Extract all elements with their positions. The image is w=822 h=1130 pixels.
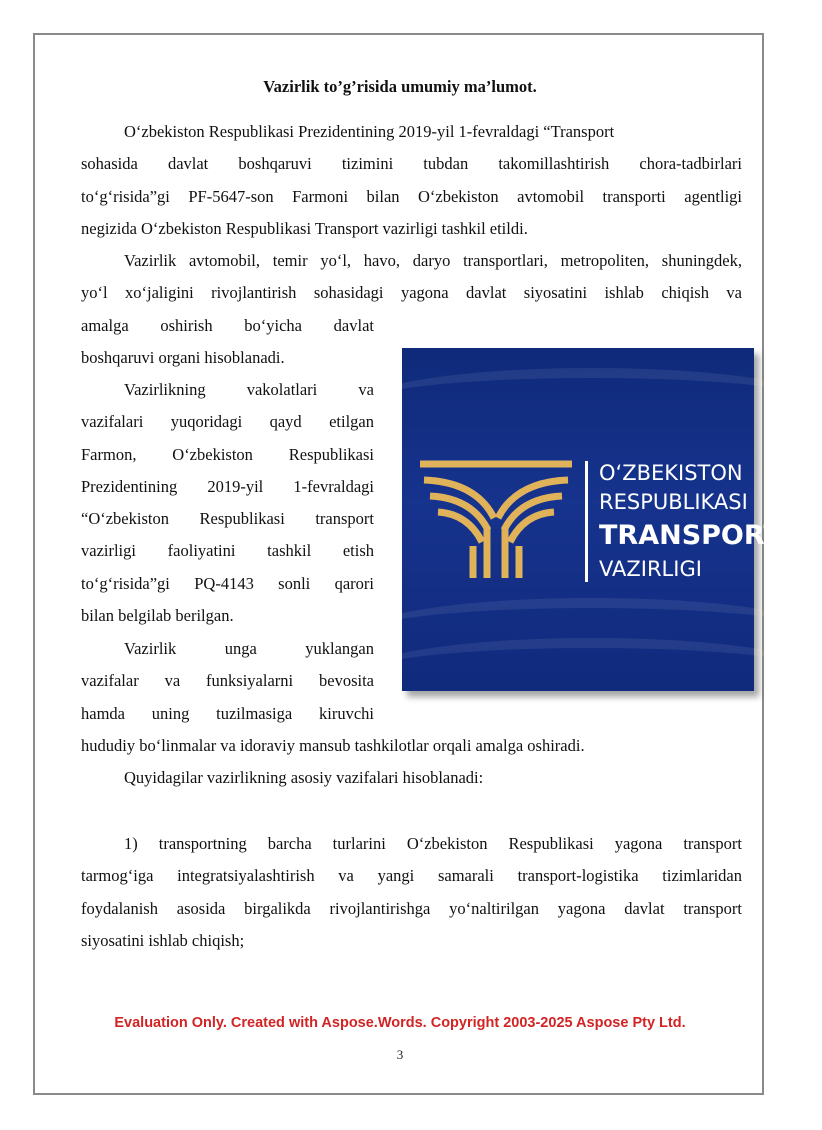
- paragraph-3-line: Vazirlikning vakolatlari va: [124, 380, 374, 399]
- paragraph-3-line: vazirligi faoliyatini tashkil etish: [81, 541, 374, 561]
- ministry-logo-image: [402, 348, 782, 691]
- paragraph-1: [81, 116, 742, 245]
- logo-divider: [585, 461, 588, 582]
- background-wave: [362, 368, 822, 438]
- paragraph-6: [81, 828, 742, 957]
- page-number: 3: [396, 1047, 404, 1062]
- paragraph-5: [81, 762, 742, 794]
- paragraph-1-line: negizida O‘zbekiston Respublikasi Transport vazirligi tashkil etildi.: [81, 218, 528, 238]
- paragraph-6-line: tarmog‘iga integratsiyalashtirish va yangi samarali transport-logistika tizimlaridan: [81, 866, 742, 886]
- paragraph-1-line: O‘zbekiston Respublikasi Prezidentining 2019-yil 1-fevraldagi “Transport: [124, 122, 615, 141]
- paragraph-4-line: hamda uning tuzilmasiga kiruvchi: [81, 703, 374, 723]
- paragraph-3-line: vazifalari yuqoridagi qayd etilgan: [81, 412, 374, 432]
- paragraph-1-line: to‘g‘risida”gi PF-5647-son Farmoni bilan O‘zbekiston avtomobil transporti agentligi: [81, 186, 742, 206]
- document-title: Vazirlik to’g’risida umumiy ma’lumot.: [263, 77, 537, 96]
- transport-emblem-icon: [416, 458, 576, 580]
- paragraph-2-line: yo‘l xo‘jaligini rivojlantirish sohasidagi yagona davlat siyosatini ishlab chiqish va: [81, 283, 742, 303]
- paragraph-3: [81, 374, 374, 632]
- paragraph-1-line: sohasida davlat boshqaruvi tizimini tubdan takomillashtirish chora-tadbirlari: [81, 154, 742, 174]
- paragraph-3-line: Prezidentining 2019-yil 1-fevraldagi: [81, 476, 374, 496]
- paragraph-2-line: Vazirlik avtomobil, temir yo‘l, havo, daryo transportlari, metropoliten, shuningdek,: [124, 251, 742, 270]
- logo-text-line: VAZIRLIGI: [599, 557, 702, 581]
- logo-text-line: TRANSPORT: [599, 520, 782, 551]
- paragraph-4-line: Vazirlik unga yuklangan: [124, 639, 374, 658]
- logo-text-line: RESPUBLIKASI: [599, 490, 748, 514]
- paragraph-6-line: foydalanish asosida birgalikda rivojlantirishga yo‘naltirilgan yagona davlat transport: [81, 898, 742, 918]
- paragraph-6-line: 1) transportning barcha turlarini O‘zbekiston Respublikasi yagona transport: [124, 834, 742, 853]
- paragraph-4-line: vazifalar va funksiyalarni bevosita: [81, 671, 374, 691]
- paragraph-3-line: to‘g‘risida”gi PQ-4143 sonli qarori: [81, 573, 374, 593]
- paragraph-2-line: amalga oshirish bo‘yicha davlat: [81, 315, 374, 335]
- paragraph-3-line: Farmon, O‘zbekiston Respublikasi: [81, 444, 374, 464]
- logo-text-line: O‘ZBEKISTON: [599, 461, 743, 485]
- paragraph-2-line: boshqaruvi organi hisoblanadi.: [81, 347, 285, 367]
- paragraph-4-line: hududiy bo‘linmalar va idoraviy mansub tashkilotlar orqali amalga oshiradi.: [81, 735, 585, 755]
- paragraph-3-line: bilan belgilab berilgan.: [81, 606, 234, 626]
- background-wave: [362, 638, 822, 708]
- evaluation-watermark: Evaluation Only. Created with Aspose.Words. Copyright 2003-2025 Aspose Pty Ltd.: [114, 1015, 686, 1031]
- paragraph-5-line: Quyidagilar vazirlikning asosiy vazifalari hisoblanadi:: [124, 768, 484, 787]
- paragraph-3-line: “O‘zbekiston Respublikasi transport: [81, 509, 374, 529]
- paragraph-6-line: siyosatini ishlab chiqish;: [81, 930, 245, 950]
